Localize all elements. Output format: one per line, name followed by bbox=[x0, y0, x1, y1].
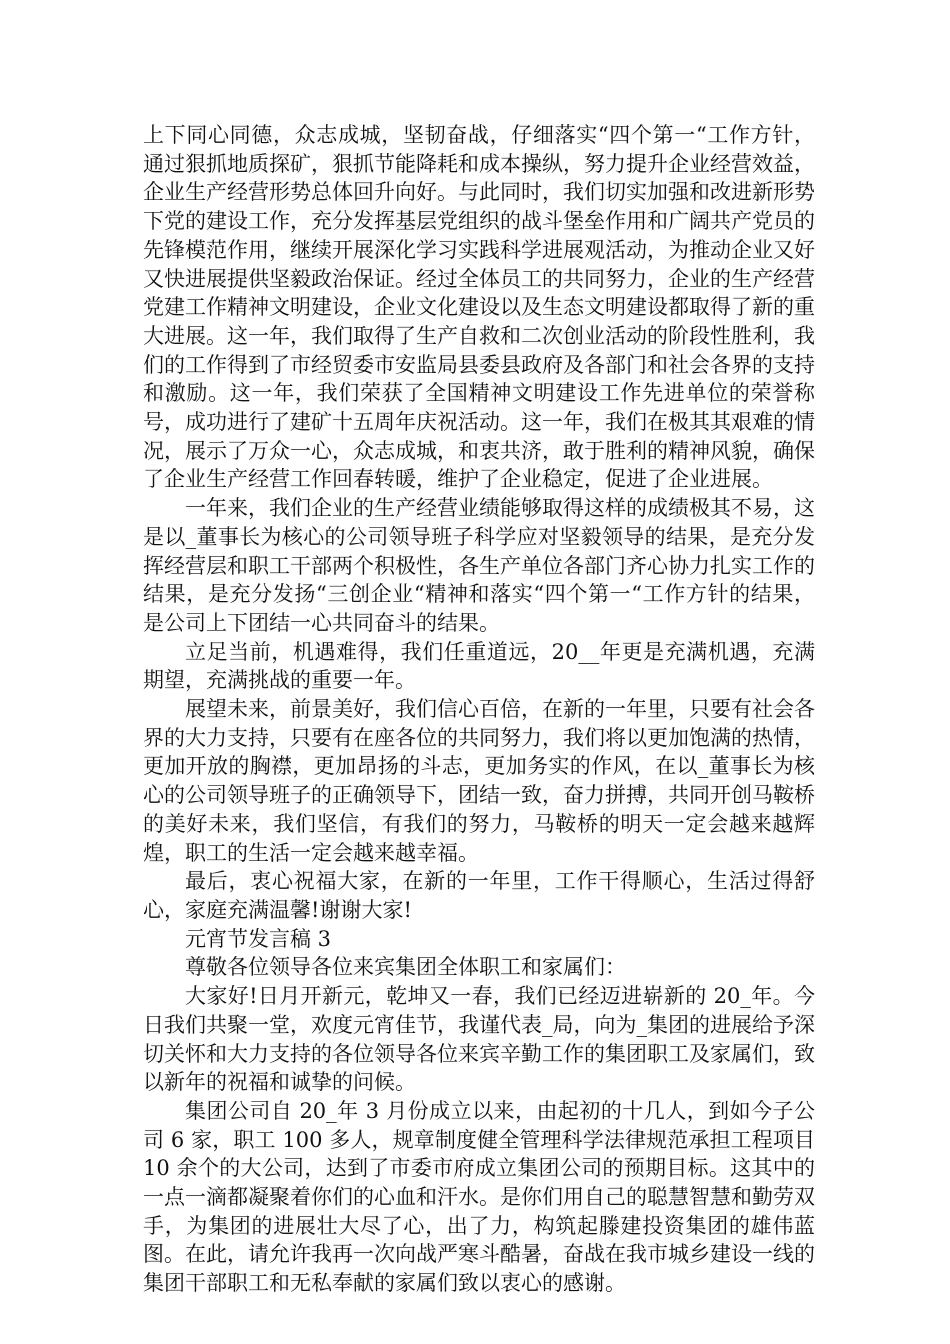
paragraph-greeting: 大家好!日月开新元，乾坤又一春，我们已经迈进崭新的 20_年。今日我们共聚一堂，欢度元宵佳节，我谨代表_局，向为_集团的进展给予深切关怀和大力支持的各位领导各位来宾辛勤工作的集团职工及家属们，致以新年的祝福和诚挚的问候。 bbox=[143, 984, 815, 1095]
paragraph-achievements: 一年来，我们企业的生产经营业绩能够取得这样的成绩极其不易，这是以_董事长为核心的公司领导班子科学应对坚毅领导的结果，是充分发挥经营层和职工干部两个积极性，各生产单位各部门齐心协力扎实工作的结果，是充分发扬“三创企业“精神和落实“四个第一“工作方针的结果，是公司上下团结一心共同奋斗的结果。 bbox=[143, 496, 815, 635]
document-body bbox=[143, 121, 815, 1298]
salutation: 尊敬各位领导各位来宾集团全体职工和家属们： bbox=[185, 955, 626, 980]
paragraph-continuation: 上下同心同德，众志成城，坚韧奋战，仔细落实“四个第一“工作方针，通过狠抓地质探矿，狠抓节能降耗和成本操纵，努力提升企业经营效益，企业生产经营形势总体回升向好。与此同时，我们切实加强和改进新形势下党的建设工作，充分发挥基层党组织的战斗堡垒作用和广阔共产党员的先锋模范作用，继续开展深化学习实践科学进展观活动，为推动企业又好又快进展提供坚毅政治保证。经过全体员工的共同努力，企业的生产经营党建工作精神文明建设，企业文化建设以及生态文明建设都取得了新的重大进展。这一年，我们取得了生产自救和二次创业活动的阶段性胜利，我们的工作得到了市经贸委市安监局县委县政府及各部门和社会各界的支持和激励。这一年，我们荣获了全国精神文明建设工作先进单位的荣誉称号，成功进行了建矿十五周年庆祝活动。这一年，我们在极其其艰难的情况，展示了万众一心，众志成城，和衷共济，敢于胜利的精神风貌，确保了企业生产经营工作回春转暖，维护了企业稳定，促进了企业进展。 bbox=[143, 123, 815, 492]
paragraph-outlook: 展望未来，前景美好，我们信心百倍，在新的一年里，只要有社会各界的大力支持，只要有在座各位的共同努力，我们将以更加饱满的热情，更加开放的胸襟，更加昂扬的斗志，更加务实的作风，在以_董事长为核心的公司领导班子的正确领导下，团结一致，奋力拼搏，共同开创马鞍桥的美好未来，我们坚信，有我们的努力，马鞍桥的明天一定会越来越辉煌，职工的生活一定会越来越幸福。 bbox=[143, 697, 815, 865]
paragraph-closing: 最后，衷心祝福大家，在新的一年里，工作干得顺心，生活过得舒心，家庭充满温馨!谢谢大家! bbox=[143, 869, 815, 922]
paragraph-current: 立足当前，机遇难得，我们任重道远，20__年更是充满机遇，充满期望，充满挑战的重要一年。 bbox=[143, 639, 815, 693]
paragraph-group-history: 集团公司自 20_年 3 月份成立以来，由起初的十几人，到如今子公司 6 家，职工 100 多人，规章制度健全管理科学法律规范承担工程项目 10 余个的大公司，达到了市委市府成立集团公司的预期目标。这其中的一点一滴都凝聚着你们的心血和汗水。是你们用自己的聪慧智慧和勤劳双手，为集团的进展壮大尽了心，出了力，构筑起滕建投资集团的雄伟蓝图。在此，请允许我再一次向战严寒斗酷暑，奋战在我市城乡建设一线的集团干部职工和无私奉献的家属们致以衷心的感谢。 bbox=[143, 1098, 815, 1296]
section-heading: 元宵节发言稿 3 bbox=[185, 926, 332, 951]
